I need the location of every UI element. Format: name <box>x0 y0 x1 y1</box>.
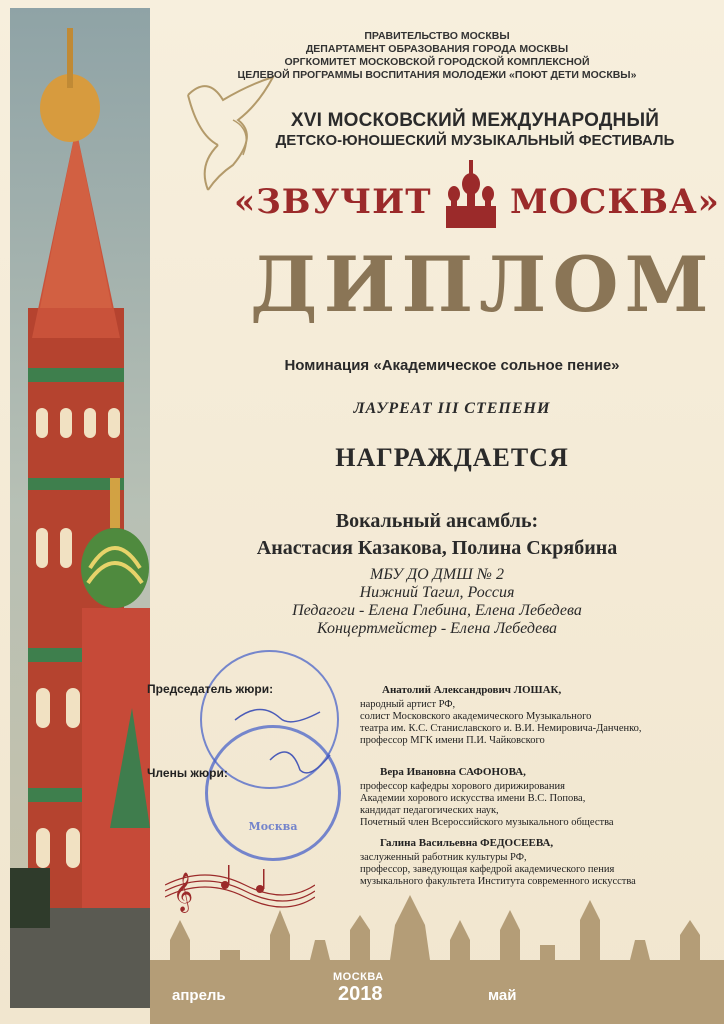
jury-chair-label: Председатель жюри: <box>147 682 274 696</box>
jury-member-detail: профессор кафедры хорового дирижирования <box>360 781 565 792</box>
jury-members-label: Члены жюри: <box>147 766 228 780</box>
footer-month-end: май <box>488 987 517 1004</box>
diploma-title: ДИПЛОМ <box>250 240 715 329</box>
jury-member-detail: кандидат педагогических наук, <box>360 805 499 816</box>
footer-city: МОСКВА <box>333 971 384 983</box>
laureate-degree: ЛАУРЕАТ III СТЕПЕНИ <box>353 400 551 417</box>
festival-line-2: ДЕТСКО-ЮНОШЕСКИЙ МУЗЫКАЛЬНЫЙ ФЕСТИВАЛЬ <box>275 132 675 149</box>
recipient-school: МБУ ДО ДМШ № 2 <box>370 566 504 583</box>
festival-name-right: МОСКВА» <box>510 182 720 222</box>
svg-text:𝄞: 𝄞 <box>173 872 194 912</box>
recipient-teachers: Педагоги - Елена Глебина, Елена Лебедева <box>292 602 582 619</box>
footer-year: 2018 <box>338 983 383 1005</box>
recipient-accompanist: Концертмейстер - Елена Лебедева <box>316 620 558 637</box>
festival-line-1: XVI МОСКОВСКИЙ МЕЖДУНАРОДНЫЙ <box>290 110 660 131</box>
recipient-line-1: Вокальный ансамбль: <box>335 510 539 532</box>
awarded-heading: НАГРАЖДАЕТСЯ <box>335 443 569 472</box>
kremlin-cathedral-icon <box>436 154 506 234</box>
signature-icon <box>230 700 340 790</box>
jury-chair-detail: профессор МГК имени П.И. Чайковского <box>360 735 545 746</box>
recipient-line-2: Анастасия Казакова, Полина Скрябина <box>256 537 618 559</box>
header-line: ОРГКОМИТЕТ МОСКОВСКОЙ ГОРОДСКОЙ КОМПЛЕКСНОЙ <box>284 56 590 68</box>
jury-member-block <box>360 766 614 829</box>
jury-chair-detail: театра им. К.С. Станиславского и. В.И. Немировича-Данченко, <box>360 723 642 734</box>
header-line: ДЕПАРТАМЕНТ ОБРАЗОВАНИЯ ГОРОДА МОСКВЫ <box>305 43 569 55</box>
footer-month-start: апрель <box>172 987 226 1004</box>
recipient-block <box>150 510 724 638</box>
jury-member-detail: профессор, заведующая кафедрой академического пения <box>360 864 615 875</box>
festival-title <box>230 110 720 149</box>
jury-member-detail: музыкального факультета Института современного искусства <box>360 876 636 887</box>
festival-name <box>200 176 720 236</box>
jury-member-name: Вера Ивановна САФОНОВА, <box>380 766 526 778</box>
nomination: Номинация «Академическое сольное пение» <box>284 357 620 374</box>
jury-chair-name: Анатолий Александрович ЛОШАК, <box>382 684 562 696</box>
jury-member-detail: Почетный член Всероссийского музыкального общества <box>360 817 614 828</box>
jury-chair-block <box>360 684 642 747</box>
footer-band <box>150 971 724 1024</box>
jury-chair-detail: народный артист РФ, <box>360 699 456 710</box>
jury-chair-detail: солист Московского академического Музыкального <box>360 711 592 722</box>
recipient-city: Нижний Тагил, Россия <box>359 584 515 601</box>
seal-text: Москва <box>248 820 298 833</box>
header-line: ЦЕЛЕВОЙ ПРОГРАММЫ ВОСПИТАНИЯ МОЛОДЕЖИ «ПОЮТ ДЕТИ МОСКВЫ» <box>237 69 637 81</box>
jury-member-detail: Академии хорового искусства имени В.С. Попова, <box>360 793 586 804</box>
cathedral-illustration <box>10 8 150 1008</box>
header-line: ПРАВИТЕЛЬСТВО МОСКВЫ <box>364 30 510 42</box>
jury-member-detail: заслуженный работник культуры РФ, <box>360 852 527 863</box>
festival-name-left: «ЗВУЧИТ <box>234 182 432 222</box>
organizers-header <box>150 30 724 82</box>
kremlin-skyline-icon <box>150 880 724 990</box>
jury-member-name: Галина Васильевна ФЕДОСЕЕВА, <box>380 837 554 849</box>
